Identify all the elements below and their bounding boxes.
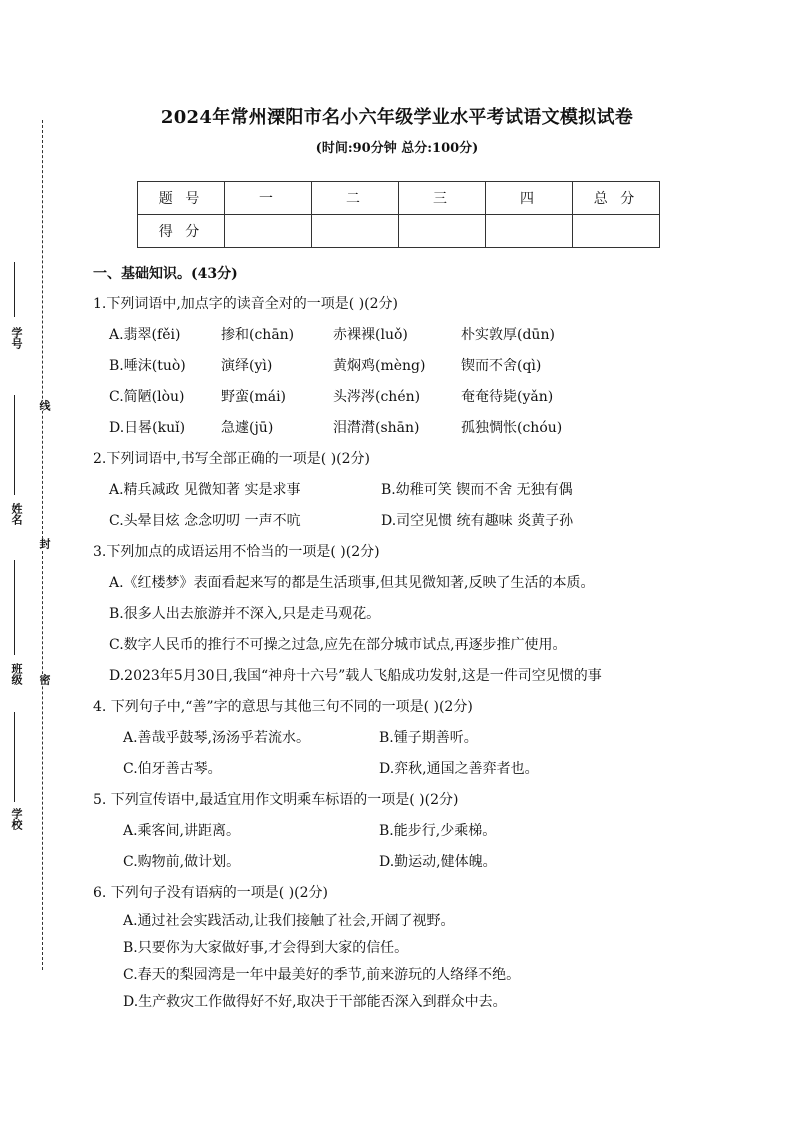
- question-4-row-ab: [93, 726, 753, 757]
- score-header-cell: 二: [312, 182, 399, 215]
- score-cell-part1[interactable]: [225, 215, 312, 248]
- section-title: 一、基础知识。(43分): [93, 266, 238, 282]
- option-item: 赤裸裸(luǒ): [333, 327, 408, 343]
- score-header-cell: 四: [486, 182, 573, 215]
- question-1-stem: 1.下列词语中,加点字的读音全对的一项是( )(2分): [93, 296, 399, 312]
- option-item: 头涔涔(chén): [333, 389, 421, 405]
- score-header-cell: 题 号: [138, 182, 225, 215]
- school-label: 学校: [10, 808, 23, 830]
- class-label: 班级: [10, 663, 23, 685]
- option-item: 野蛮(mái): [221, 389, 287, 405]
- option-item: D.弈秋,通国之善弈者也。: [379, 761, 539, 777]
- question-5-stem: 5. 下列宣传语中,最适宜用作文明乘车标语的一项是( )(2分): [93, 792, 459, 808]
- question-6-option-c: C.春天的梨园湾是一年中最美好的季节,前来游玩的人络绎不绝。: [123, 967, 521, 983]
- option-item: 黄焖鸡(mèng): [333, 358, 426, 374]
- option-item: 泪潸潸(shān): [333, 420, 420, 436]
- exam-subtitle: (时间:90分钟 总分:100分): [315, 141, 479, 156]
- score-cell-part2[interactable]: [312, 215, 399, 248]
- question-6-option-a: A.通过社会实践活动,让我们接触了社会,开阔了视野。: [123, 913, 455, 929]
- score-table-header-row: [138, 182, 660, 215]
- score-header-cell: 一: [225, 182, 312, 215]
- binding-word-mi: 密: [38, 674, 51, 685]
- option-item: C.伯牙善古琴。: [123, 761, 222, 777]
- question-5-row-ab: [93, 819, 753, 850]
- question-1-row-d: [93, 416, 753, 447]
- student-id-label: 学号: [10, 327, 23, 349]
- score-header-cell: 总 分: [573, 182, 660, 215]
- option-item: D.勤运动,健体魄。: [379, 854, 497, 870]
- score-cell-total[interactable]: [573, 215, 660, 248]
- score-cell-part4[interactable]: [486, 215, 573, 248]
- student-id-blank[interactable]: [14, 262, 15, 317]
- option-item: A.善哉乎鼓琴,汤汤乎若流水。: [123, 730, 311, 746]
- score-header-cell: 三: [399, 182, 486, 215]
- option-item: 锲而不舍(qì): [461, 358, 542, 374]
- option-item: B.幼稚可笑 锲而不舍 无独有偶: [381, 482, 573, 498]
- question-3-option-b: B.很多人出去旅游并不深入,只是走马观花。: [109, 606, 381, 622]
- option-item: C.购物前,做计划。: [123, 854, 241, 870]
- exam-content: [93, 264, 753, 1018]
- binding-word-xian: 线: [38, 400, 51, 411]
- option-item: C.简陋(lòu): [109, 389, 185, 405]
- option-item: 演绎(yì): [221, 358, 273, 374]
- question-1-row-b: [93, 354, 753, 385]
- option-item: B.唾沫(tuò): [109, 358, 186, 374]
- option-item: 掺和(chān): [221, 327, 295, 343]
- question-6-option-d: D.生产救灾工作做得好不好,取决于干部能否深入到群众中去。: [123, 994, 507, 1010]
- question-4-stem: 4. 下列句子中,“善”字的意思与其他三句不同的一项是( )(2分): [93, 699, 473, 715]
- class-blank[interactable]: [14, 560, 15, 655]
- score-cell-part3[interactable]: [399, 215, 486, 248]
- option-item: B.锺子期善听。: [379, 730, 478, 746]
- option-item: 朴实敦厚(dūn): [461, 327, 555, 343]
- option-item: A.精兵减政 见微知著 实是求事: [109, 482, 301, 498]
- exam-title: 2024年常州溧阳市名小六年级学业水平考试语文模拟试卷: [160, 107, 634, 128]
- question-3-option-c: C.数字人民币的推行不可操之过急,应先在部分城市试点,再逐步推广使用。: [109, 637, 567, 653]
- question-2-row-ab: [93, 478, 753, 509]
- option-item: C.头晕目炫 念念叨叨 一声不吭: [109, 513, 301, 529]
- question-5-row-cd: [93, 850, 753, 881]
- option-item: 急遽(jū): [221, 420, 274, 436]
- question-1-row-c: [93, 385, 753, 416]
- option-item: 孤独惆怅(chóu): [461, 420, 563, 436]
- option-item: D.司空见惯 统有趣味 炎黄子孙: [381, 513, 574, 529]
- option-item: A.翡翠(fěi): [109, 327, 181, 343]
- question-6-stem: 6. 下列句子没有语病的一项是( )(2分): [93, 885, 329, 901]
- name-label: 姓名: [10, 503, 23, 525]
- score-table: [137, 181, 660, 248]
- question-2-stem: 2.下列词语中,书写全部正确的一项是( )(2分): [93, 451, 371, 467]
- score-table-score-row: [138, 215, 660, 248]
- option-item: 奄奄待毙(yǎn): [461, 389, 554, 405]
- question-3-option-a: A.《红楼梦》表面看起来写的都是生活琐事,但其见微知著,反映了生活的本质。: [109, 575, 595, 591]
- question-3-stem: 3.下列加点的成语运用不恰当的一项是( )(2分): [93, 544, 380, 560]
- question-1-row-a: [93, 323, 753, 354]
- option-item: A.乘客间,讲距离。: [123, 823, 241, 839]
- option-item: B.能步行,少乘梯。: [379, 823, 497, 839]
- question-6-option-b: B.只要你为大家做好事,才会得到大家的信任。: [123, 940, 409, 956]
- score-row-label: 得 分: [138, 215, 225, 248]
- question-4-row-cd: [93, 757, 753, 788]
- question-2-row-cd: [93, 509, 753, 540]
- name-blank[interactable]: [14, 395, 15, 495]
- binding-word-feng: 封: [38, 538, 51, 549]
- question-3-option-d: D.2023年5月30日,我国“神舟十六号”载人飞船成功发射,这是一件司空见惯的事: [109, 668, 602, 684]
- school-blank[interactable]: [14, 712, 15, 802]
- option-item: D.日晷(kuǐ): [109, 420, 186, 436]
